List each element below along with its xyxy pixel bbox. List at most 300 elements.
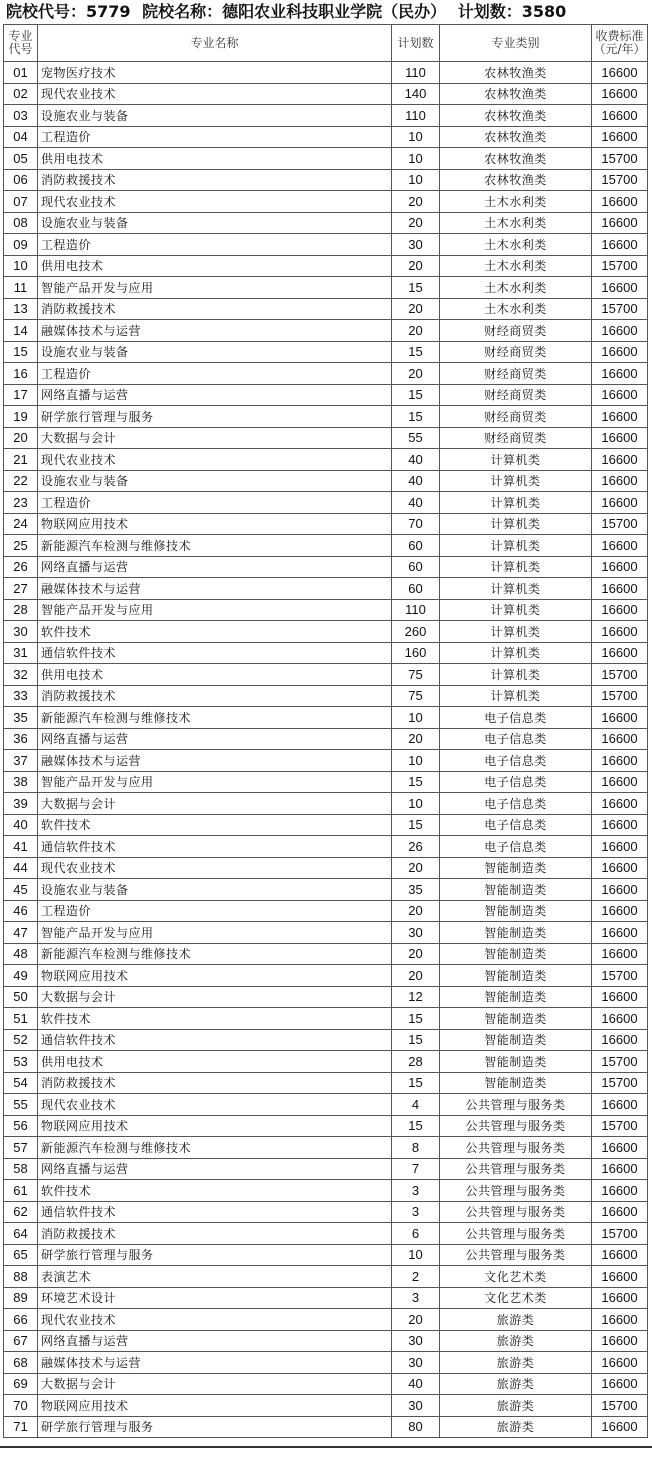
cell-plan-count: 15 <box>392 1008 440 1030</box>
cell-fee: 16600 <box>592 384 648 406</box>
cell-category: 智能制造类 <box>440 943 592 965</box>
cell-category: 公共管理与服务类 <box>440 1115 592 1137</box>
cell-major-name: 大数据与会计 <box>38 986 392 1008</box>
cell-major-name: 设施农业与装备 <box>38 212 392 234</box>
cell-fee: 16600 <box>592 1158 648 1180</box>
cell-code: 68 <box>4 1352 38 1374</box>
table-row <box>4 105 648 127</box>
cell-plan-count: 10 <box>392 148 440 170</box>
cell-plan-count: 30 <box>392 1352 440 1374</box>
cell-plan-count: 10 <box>392 707 440 729</box>
cell-major-name: 网络直播与运营 <box>38 556 392 578</box>
cell-fee: 16600 <box>592 492 648 514</box>
cell-fee: 16600 <box>592 363 648 385</box>
table-row <box>4 535 648 557</box>
cell-major-name: 消防救援技术 <box>38 1223 392 1245</box>
cell-plan-count: 20 <box>392 363 440 385</box>
cell-plan-count: 55 <box>392 427 440 449</box>
cell-code: 16 <box>4 363 38 385</box>
school-code: 院校代号：5779 <box>6 2 131 21</box>
table-row <box>4 1352 648 1374</box>
cell-category: 智能制造类 <box>440 1051 592 1073</box>
cell-category: 计算机类 <box>440 578 592 600</box>
cell-major-name: 供用电技术 <box>38 1051 392 1073</box>
cell-fee: 16600 <box>592 83 648 105</box>
table-row <box>4 212 648 234</box>
table-row <box>4 62 648 84</box>
cell-category: 计算机类 <box>440 664 592 686</box>
cell-major-name: 融媒体技术与运营 <box>38 320 392 342</box>
table-row <box>4 277 648 299</box>
table-row <box>4 1223 648 1245</box>
table-row <box>4 922 648 944</box>
cell-code: 21 <box>4 449 38 471</box>
cell-plan-count: 10 <box>392 1244 440 1266</box>
page-title <box>0 0 652 24</box>
cell-code: 39 <box>4 793 38 815</box>
cell-category: 财经商贸类 <box>440 406 592 428</box>
cell-code: 51 <box>4 1008 38 1030</box>
cell-major-name: 研学旅行管理与服务 <box>38 1416 392 1438</box>
cell-code: 13 <box>4 298 38 320</box>
header-code: 专业代号 <box>4 25 38 62</box>
cell-code: 66 <box>4 1309 38 1331</box>
cell-code: 22 <box>4 470 38 492</box>
cell-major-name: 现代农业技术 <box>38 83 392 105</box>
cell-fee: 16600 <box>592 857 648 879</box>
table-row <box>4 1373 648 1395</box>
cell-code: 40 <box>4 814 38 836</box>
cell-code: 15 <box>4 341 38 363</box>
cell-code: 31 <box>4 642 38 664</box>
cell-category: 电子信息类 <box>440 771 592 793</box>
header-fee: 收费标准（元/年） <box>592 25 648 62</box>
cell-major-name: 大数据与会计 <box>38 793 392 815</box>
cell-fee: 15700 <box>592 1223 648 1245</box>
cell-plan-count: 4 <box>392 1094 440 1116</box>
table-row <box>4 1051 648 1073</box>
cell-category: 旅游类 <box>440 1395 592 1417</box>
cell-code: 27 <box>4 578 38 600</box>
cell-code: 03 <box>4 105 38 127</box>
cell-category: 公共管理与服务类 <box>440 1223 592 1245</box>
cell-plan-count: 20 <box>392 943 440 965</box>
cell-category: 计算机类 <box>440 470 592 492</box>
cell-plan-count: 140 <box>392 83 440 105</box>
table-row <box>4 255 648 277</box>
cell-major-name: 软件技术 <box>38 814 392 836</box>
cell-category: 旅游类 <box>440 1352 592 1374</box>
cell-plan-count: 40 <box>392 492 440 514</box>
cell-category: 土木水利类 <box>440 298 592 320</box>
table-row <box>4 298 648 320</box>
cell-fee: 15700 <box>592 255 648 277</box>
cell-category: 公共管理与服务类 <box>440 1158 592 1180</box>
table-row <box>4 621 648 643</box>
table-row <box>4 191 648 213</box>
cell-fee: 16600 <box>592 212 648 234</box>
cell-fee: 16600 <box>592 1309 648 1331</box>
cell-plan-count: 20 <box>392 857 440 879</box>
table-row <box>4 148 648 170</box>
cell-fee: 16600 <box>592 707 648 729</box>
cell-fee: 15700 <box>592 965 648 987</box>
cell-major-name: 通信软件技术 <box>38 1029 392 1051</box>
cell-category: 公共管理与服务类 <box>440 1180 592 1202</box>
table-row <box>4 1115 648 1137</box>
cell-major-name: 工程造价 <box>38 126 392 148</box>
table-row <box>4 1395 648 1417</box>
cell-plan-count: 160 <box>392 642 440 664</box>
table-row <box>4 943 648 965</box>
cell-fee: 16600 <box>592 879 648 901</box>
cell-code: 69 <box>4 1373 38 1395</box>
cell-category: 智能制造类 <box>440 1072 592 1094</box>
cell-fee: 16600 <box>592 449 648 471</box>
cell-plan-count: 60 <box>392 556 440 578</box>
cell-fee: 16600 <box>592 922 648 944</box>
cell-fee: 16600 <box>592 341 648 363</box>
table-row <box>4 965 648 987</box>
table-row <box>4 1309 648 1331</box>
cell-code: 53 <box>4 1051 38 1073</box>
cell-code: 01 <box>4 62 38 84</box>
cell-fee: 16600 <box>592 406 648 428</box>
cell-plan-count: 20 <box>392 298 440 320</box>
table-row <box>4 1244 648 1266</box>
cell-code: 61 <box>4 1180 38 1202</box>
table-row <box>4 1029 648 1051</box>
cell-fee: 15700 <box>592 1395 648 1417</box>
cell-major-name: 工程造价 <box>38 363 392 385</box>
cell-major-name: 供用电技术 <box>38 255 392 277</box>
cell-category: 智能制造类 <box>440 986 592 1008</box>
cell-code: 28 <box>4 599 38 621</box>
cell-code: 67 <box>4 1330 38 1352</box>
cell-code: 62 <box>4 1201 38 1223</box>
cell-plan-count: 15 <box>392 277 440 299</box>
table-row <box>4 707 648 729</box>
cell-fee: 16600 <box>592 556 648 578</box>
cell-plan-count: 26 <box>392 836 440 858</box>
cell-plan-count: 6 <box>392 1223 440 1245</box>
cell-code: 09 <box>4 234 38 256</box>
cell-plan-count: 40 <box>392 449 440 471</box>
cell-major-name: 软件技术 <box>38 1180 392 1202</box>
cell-code: 54 <box>4 1072 38 1094</box>
table-row <box>4 1416 648 1438</box>
cell-plan-count: 40 <box>392 1373 440 1395</box>
header-plan: 计划数 <box>392 25 440 62</box>
cell-major-name: 软件技术 <box>38 621 392 643</box>
table-row <box>4 1137 648 1159</box>
cell-plan-count: 20 <box>392 191 440 213</box>
cell-fee: 16600 <box>592 62 648 84</box>
table-row <box>4 470 648 492</box>
cell-code: 26 <box>4 556 38 578</box>
table-row <box>4 857 648 879</box>
cell-major-name: 智能产品开发与应用 <box>38 599 392 621</box>
cell-category: 智能制造类 <box>440 879 592 901</box>
cell-category: 文化艺术类 <box>440 1287 592 1309</box>
table-row <box>4 449 648 471</box>
cell-major-name: 消防救援技术 <box>38 1072 392 1094</box>
cell-plan-count: 15 <box>392 341 440 363</box>
cell-category: 土木水利类 <box>440 191 592 213</box>
cell-major-name: 通信软件技术 <box>38 1201 392 1223</box>
cell-fee: 16600 <box>592 986 648 1008</box>
cell-plan-count: 20 <box>392 728 440 750</box>
cell-plan-count: 20 <box>392 212 440 234</box>
cell-major-name: 现代农业技术 <box>38 191 392 213</box>
cell-fee: 16600 <box>592 1373 648 1395</box>
cell-plan-count: 70 <box>392 513 440 535</box>
cell-major-name: 物联网应用技术 <box>38 1115 392 1137</box>
cell-category: 计算机类 <box>440 492 592 514</box>
cell-fee: 16600 <box>592 1244 648 1266</box>
cell-code: 07 <box>4 191 38 213</box>
cell-code: 47 <box>4 922 38 944</box>
table-row <box>4 1180 648 1202</box>
table-row <box>4 1266 648 1288</box>
cell-fee: 16600 <box>592 1008 648 1030</box>
cell-fee: 16600 <box>592 1201 648 1223</box>
cell-category: 计算机类 <box>440 513 592 535</box>
cell-major-name: 工程造价 <box>38 900 392 922</box>
cell-category: 公共管理与服务类 <box>440 1244 592 1266</box>
cell-plan-count: 10 <box>392 169 440 191</box>
cell-code: 58 <box>4 1158 38 1180</box>
cell-category: 电子信息类 <box>440 793 592 815</box>
table-row <box>4 492 648 514</box>
cell-code: 41 <box>4 836 38 858</box>
cell-plan-count: 30 <box>392 922 440 944</box>
cell-major-name: 现代农业技术 <box>38 857 392 879</box>
cell-code: 55 <box>4 1094 38 1116</box>
table-row <box>4 1287 648 1309</box>
cell-plan-count: 110 <box>392 105 440 127</box>
cell-code: 35 <box>4 707 38 729</box>
cell-major-name: 研学旅行管理与服务 <box>38 1244 392 1266</box>
cell-major-name: 新能源汽车检测与维修技术 <box>38 707 392 729</box>
cell-fee: 16600 <box>592 535 648 557</box>
cell-plan-count: 110 <box>392 62 440 84</box>
cell-code: 19 <box>4 406 38 428</box>
cell-major-name: 供用电技术 <box>38 664 392 686</box>
cell-major-name: 设施农业与装备 <box>38 470 392 492</box>
cell-plan-count: 75 <box>392 664 440 686</box>
table-row <box>4 234 648 256</box>
cell-plan-count: 15 <box>392 771 440 793</box>
cell-category: 公共管理与服务类 <box>440 1137 592 1159</box>
cell-code: 02 <box>4 83 38 105</box>
cell-fee: 16600 <box>592 1352 648 1374</box>
table-row <box>4 1094 648 1116</box>
cell-code: 33 <box>4 685 38 707</box>
table-row <box>4 578 648 600</box>
cell-plan-count: 260 <box>392 621 440 643</box>
cell-plan-count: 20 <box>392 900 440 922</box>
table-row <box>4 513 648 535</box>
cell-major-name: 供用电技术 <box>38 148 392 170</box>
table-header-row <box>4 25 648 62</box>
cell-plan-count: 15 <box>392 406 440 428</box>
cell-code: 08 <box>4 212 38 234</box>
table-row <box>4 685 648 707</box>
cell-code: 11 <box>4 277 38 299</box>
cell-category: 农林牧渔类 <box>440 126 592 148</box>
cell-code: 52 <box>4 1029 38 1051</box>
cell-major-name: 软件技术 <box>38 1008 392 1030</box>
cell-major-name: 通信软件技术 <box>38 642 392 664</box>
cell-fee: 16600 <box>592 191 648 213</box>
cell-code: 70 <box>4 1395 38 1417</box>
table-row <box>4 83 648 105</box>
cell-category: 公共管理与服务类 <box>440 1201 592 1223</box>
cell-code: 88 <box>4 1266 38 1288</box>
cell-major-name: 智能产品开发与应用 <box>38 922 392 944</box>
cell-fee: 16600 <box>592 728 648 750</box>
cell-category: 智能制造类 <box>440 1029 592 1051</box>
cell-major-name: 网络直播与运营 <box>38 1158 392 1180</box>
cell-category: 土木水利类 <box>440 277 592 299</box>
cell-code: 25 <box>4 535 38 557</box>
cell-category: 计算机类 <box>440 621 592 643</box>
cell-category: 旅游类 <box>440 1373 592 1395</box>
table-row <box>4 341 648 363</box>
cell-category: 财经商贸类 <box>440 341 592 363</box>
header-name: 专业名称 <box>38 25 392 62</box>
cell-category: 计算机类 <box>440 685 592 707</box>
cell-category: 智能制造类 <box>440 857 592 879</box>
cell-major-name: 消防救援技术 <box>38 169 392 191</box>
table-row <box>4 793 648 815</box>
table-row <box>4 814 648 836</box>
cell-category: 土木水利类 <box>440 255 592 277</box>
cell-code: 50 <box>4 986 38 1008</box>
cell-category: 财经商贸类 <box>440 384 592 406</box>
cell-code: 45 <box>4 879 38 901</box>
cell-code: 06 <box>4 169 38 191</box>
cell-major-name: 研学旅行管理与服务 <box>38 406 392 428</box>
cell-major-name: 物联网应用技术 <box>38 513 392 535</box>
table-row <box>4 1158 648 1180</box>
table-row <box>4 664 648 686</box>
cell-major-name: 新能源汽车检测与维修技术 <box>38 1137 392 1159</box>
cell-category: 公共管理与服务类 <box>440 1094 592 1116</box>
cell-fee: 16600 <box>592 578 648 600</box>
cell-major-name: 物联网应用技术 <box>38 965 392 987</box>
cell-plan-count: 15 <box>392 1115 440 1137</box>
table-row <box>4 320 648 342</box>
cell-fee: 16600 <box>592 427 648 449</box>
cell-plan-count: 30 <box>392 1395 440 1417</box>
cell-plan-count: 40 <box>392 470 440 492</box>
cell-plan-count: 15 <box>392 1072 440 1094</box>
table-row <box>4 126 648 148</box>
cell-major-name: 表演艺术 <box>38 1266 392 1288</box>
cell-code: 04 <box>4 126 38 148</box>
cell-plan-count: 10 <box>392 750 440 772</box>
cell-plan-count: 3 <box>392 1180 440 1202</box>
cell-code: 48 <box>4 943 38 965</box>
cell-category: 计算机类 <box>440 449 592 471</box>
cell-major-name: 设施农业与装备 <box>38 341 392 363</box>
cell-code: 57 <box>4 1137 38 1159</box>
cell-code: 64 <box>4 1223 38 1245</box>
cell-category: 农林牧渔类 <box>440 83 592 105</box>
plan-total: 计划数：3580 <box>457 2 567 21</box>
cell-code: 05 <box>4 148 38 170</box>
cell-plan-count: 3 <box>392 1287 440 1309</box>
cell-major-name: 设施农业与装备 <box>38 105 392 127</box>
table-row <box>4 900 648 922</box>
table-row <box>4 879 648 901</box>
cell-plan-count: 3 <box>392 1201 440 1223</box>
cell-code: 49 <box>4 965 38 987</box>
cell-major-name: 智能产品开发与应用 <box>38 771 392 793</box>
cell-category: 旅游类 <box>440 1416 592 1438</box>
cell-category: 农林牧渔类 <box>440 169 592 191</box>
cell-fee: 15700 <box>592 1072 648 1094</box>
cell-code: 24 <box>4 513 38 535</box>
cell-fee: 16600 <box>592 277 648 299</box>
cell-category: 智能制造类 <box>440 1008 592 1030</box>
cell-code: 17 <box>4 384 38 406</box>
cell-category: 计算机类 <box>440 599 592 621</box>
cell-major-name: 智能产品开发与应用 <box>38 277 392 299</box>
cell-category: 计算机类 <box>440 535 592 557</box>
cell-major-name: 现代农业技术 <box>38 1094 392 1116</box>
cell-plan-count: 80 <box>392 1416 440 1438</box>
cell-fee: 16600 <box>592 1094 648 1116</box>
cell-plan-count: 30 <box>392 234 440 256</box>
cell-major-name: 网络直播与运营 <box>38 728 392 750</box>
cell-category: 财经商贸类 <box>440 363 592 385</box>
cell-category: 电子信息类 <box>440 707 592 729</box>
cell-code: 65 <box>4 1244 38 1266</box>
table-row <box>4 771 648 793</box>
cell-category: 智能制造类 <box>440 900 592 922</box>
cell-major-name: 环境艺术设计 <box>38 1287 392 1309</box>
cell-category: 财经商贸类 <box>440 427 592 449</box>
table-row <box>4 986 648 1008</box>
cell-fee: 16600 <box>592 814 648 836</box>
cell-fee: 16600 <box>592 1330 648 1352</box>
table-row <box>4 427 648 449</box>
cell-plan-count: 35 <box>392 879 440 901</box>
cell-plan-count: 15 <box>392 814 440 836</box>
cell-major-name: 现代农业技术 <box>38 449 392 471</box>
cell-category: 电子信息类 <box>440 836 592 858</box>
cell-major-name: 融媒体技术与运营 <box>38 1352 392 1374</box>
header-category: 专业类别 <box>440 25 592 62</box>
cell-plan-count: 8 <box>392 1137 440 1159</box>
cell-major-name: 新能源汽车检测与维修技术 <box>38 535 392 557</box>
cell-fee: 16600 <box>592 320 648 342</box>
cell-fee: 15700 <box>592 1115 648 1137</box>
cell-major-name: 工程造价 <box>38 234 392 256</box>
table-row <box>4 1072 648 1094</box>
cell-major-name: 融媒体技术与运营 <box>38 578 392 600</box>
cell-fee: 16600 <box>592 1416 648 1438</box>
bottom-rule <box>0 1446 652 1448</box>
cell-category: 智能制造类 <box>440 922 592 944</box>
cell-code: 56 <box>4 1115 38 1137</box>
table-row <box>4 384 648 406</box>
cell-plan-count: 20 <box>392 965 440 987</box>
cell-fee: 15700 <box>592 513 648 535</box>
